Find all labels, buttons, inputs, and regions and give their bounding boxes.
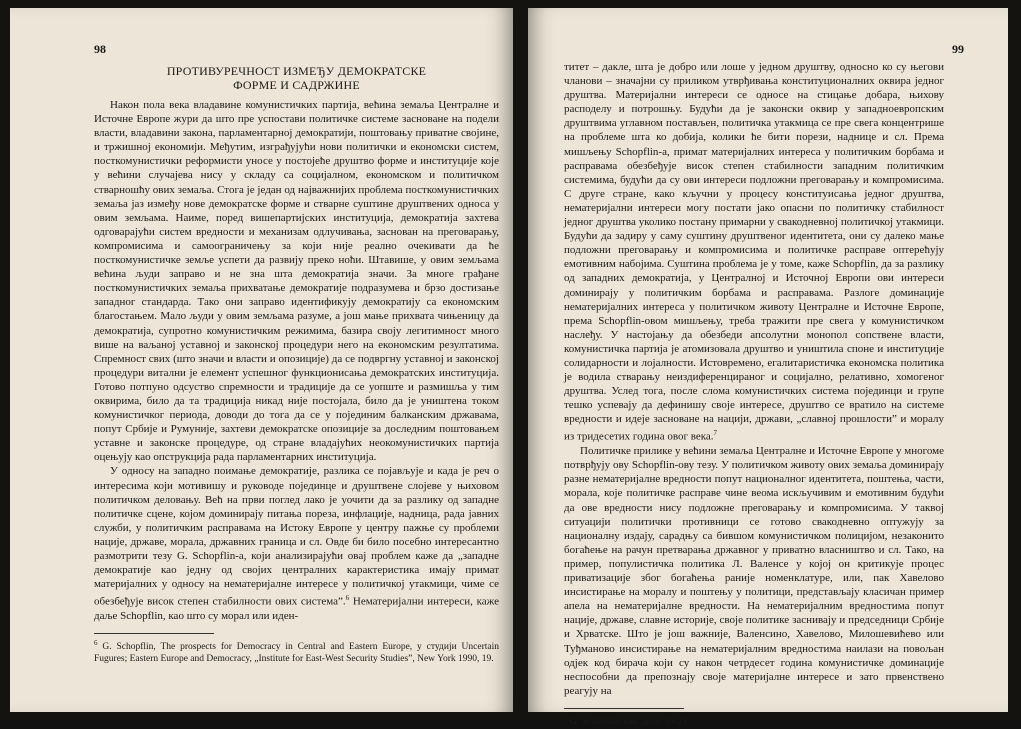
footnote-divider (564, 708, 684, 709)
body-text (94, 98, 499, 623)
footnote (564, 713, 944, 729)
paragraph: Након пола века владавине комунистичких партија, већина земаља Централне и Источне Европе жури да што пре успостави политичке системе засноване на подели власти, владавини закона, парламентарној демократији, поштовању приватне својине, и тржишној економији. Међутим, изграђујући нови политички и економски систем, посткомунистички реформисти уносе у постојеће друштво форме и институције које у већини случајева нису у складу са социјалном, економском и политичком стварношћу ових земаља. Стога је један од најважнијих проблема посткомунистичких земаља јаз између нове демократске форме и стварне суштине друштвених односа у овим земљама. Наиме, поред вишепартијских институција, демократија захтева одговарајући систем вредности и механизам одлучивања, заснован на преговарању, компромисима и самоограничењу за који није реално очекивати да ће посткомунистичке земље успети да развију преко ноћи. Штавише, у овим земљама већина људи заправо и не зна шта демократија значи. За многе грађане посткомунистичких земаља прихватање демократије подразумева и брзо достизање западног стандарда. Тако они заправо идентификују демократију са економским благостањем. Мало људи у овим земљама разуме, а још мање прихвата чињеницу да демократија, супротно комунистичким режимима, базира своју легитимност много више на ваљаној уставној и законској процедури него на економским резултатима. Спремност свих (што значи и власти и опозиције) да се подвргну уставној и законској процедури витални је елемент успешног функционисања демократских институција. Готово потпуно одсуство спремности и традиције да се уопште и размишља у тим оквирима, било да та традиција никад није постојала, било да је уништена током комунистичког периода, доводи до тога да се у појединим балканским државама, попут Србије и Румуније, захтеви демократске опозиције за доследним поштовањем уставне и законске процедуре, од стране владајућих неокомунистичких партија оцењују као опструкција рада парламентарних институција. (94, 99, 499, 464)
body-text (564, 60, 944, 698)
footnote (94, 638, 499, 665)
paragraph-text: титет – дакле, шта је добро или лоше у једном друштву, односно ко су његови чланови – значајни су приликом утврђивања конституционалних оквира једног друштва. Материјални интереси се односе на стицање добара, њихову расподелу и потрошњу. Будући да је законски оквир у западноевропским друштвима углавном постављен, политичка утакмица се пре свега концентрише на проблеме шта ко добија, колики ће бити порези, наднице и сл. Према мишљењу Schopflin-а, примат материјалних интереса у политичким борбама и расправама обезбеђује висок степен стабилности западним политичким системима, будући да су ови интереси подложни преговарању и компромисима. С друге стране, како кључни у процесу конституисања једног друштва, нематеријални интереси могу постати јако опасни по политичку стабилност једног друштва уколико постану примарни у свакодневној политичкој утакмици. Будући да задиру у саму суштину друштвеног идентитета, они су далеко мање подложни преговарању и компромисима и политичке расправе оптерећују емотивним набојима. Суштина проблема је у томе, каже Schopflin, да за разлику од западних демократија, у Централној и Источној Европи ови интереси доминирају у политичким борбама и расправама. Разлоге доминације нематеријалних интереса у политичком животу Централне и Источне Европе, према Schopflin-овом мишљењу, треба тражити пре свега у комунистичком наслеђу. У настојању да обезбеди апсолутни монопол сопствене власти, комунистичка партија је атомизовала друштво и уништила споне и институције солидарности и лојалности. Истовремено, егалитаристичка економска политика је водила стварању неиздиференцираног и социјално, релативно, хомогеног друштва. Услед тога, после слома комунистичких система појединци и групе тешко успевају да дефинишу своје интересе, друштво се вратило на системе вредности и идеје засноване на нацији, држави, „славној прошлости” и моралу из тридесетих година овог века. (564, 61, 944, 444)
paragraph (564, 60, 944, 444)
page-number: 98 (94, 42, 106, 56)
right-page (528, 8, 1008, 728)
left-page (10, 8, 513, 712)
footnote-divider (94, 633, 214, 634)
footnote-reference: 6 (345, 594, 350, 603)
paragraph-text: У односу на западно поимање демократије, разлика се појављује и када је реч о интересима који мотивишу и руководе појединце и друштвене слојеве у њиховом политичком деловању. Већ на први поглед лако је уочити да за разлику од западне политичке сцене, којом доминирају питања пореза, инфлације, надница, рада јавних служби, у политичким расправама на Истоку Европе у центру пажње су проблеми нације, државе, морала, државних граница и сл. Овде би било посебно интересантно размотрити тезу G. Schopflin-а, који анализирајући овај проблем каже да „западне демократије као једну од својих централних карактеристика имају примат материјалних у односу на нематеријалне интересе у политичкој утакмици, чиме се обезбеђује висок степен стабилности ових система”. (94, 465, 499, 608)
footnote-text: G. Schopflin, The prospects for Democracy in Central and Eastern Europe, у студији Uncertain Fugures; Eastern Europe and Democracy, „Institute for East-West Security Studies”, New York 1990, 19. (94, 642, 499, 664)
footnote-marker: 6 (94, 639, 98, 648)
footnote-text: G. Schopflin, нав. дело, 19-21. (567, 717, 690, 728)
chapter-title (94, 64, 499, 92)
footnote-marker: 7 (564, 713, 568, 722)
footnote-reference: 7 (713, 429, 718, 438)
paragraph: Политичке прилике у већини земаља Централне и Источне Европе у многоме потврђују ову Schopflin-ову тезу. У политичком животу ових земаља доминирају разне нематеријалне вредности попут националног идентитета, поштења, части, морала, које политичке расправе чине веома искључивим и емотивним будући да ове вредности нису подложне преговарању и компромисима. У таквој ситуацији политички противници се готово свакодневно оптужују за националну издају, сарадњу са бившом комунистичком полицијом, незаконито богаћење на рачун претварања државног у приватно власништво и сл. Тако, на пример, популистичка политика Л. Валенсе у којој он критикује процес приватизације због богаћења раније номенклатуре, или, пак Хавелово инсистирање на моралу и поштењу у политици, представљају класичан пример апела на нематеријалне вредности. На нематеријалним вредностима попут нације, државе, славне историје, своје политике заснивају и председници Србије и Хрватске. Што је још важније, Валенсино, Хавелово, Милошевићево или Туђманово инсистирање на нематеријалним вредностима наилази на повољан одјек код бирача који су након четрдесет година комунистичке доминације неспособни да препознају своје материјалне интересе и зато првенствено реагују на (564, 445, 944, 697)
paragraph (94, 464, 499, 623)
chapter-title-line: ПРОТИВУРЕЧНОСТ ИЗМЕЂУ ДЕМОКРАТСКЕ (166, 64, 427, 78)
chapter-title-line: ФОРМЕ И САДРЖИНЕ (233, 78, 360, 92)
page-number: 99 (952, 42, 964, 56)
paragraph-text: Нематеријални интереси, каже даље Schopflin, као што су морал или иден- (94, 595, 499, 623)
